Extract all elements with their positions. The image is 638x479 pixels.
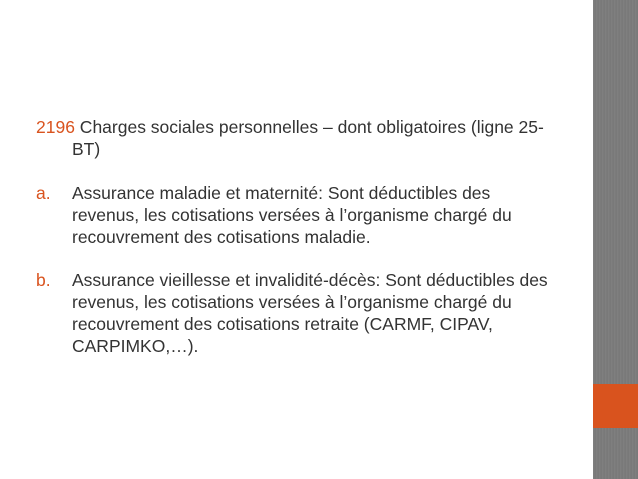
list-marker-a: a. [36, 183, 51, 203]
paragraph-2196 [36, 116, 556, 160]
side-accent-block [593, 384, 638, 428]
paragraph-b [36, 269, 556, 357]
paragraph-text: Charges sociales personnelles – dont obligatoires (ligne 25-BT) [72, 117, 544, 159]
paragraph-text: Assurance vieillesse et invalidité-décès: Sont déductibles des revenus, les cotisations versées à l’organisme chargé du recouvrement des cotisations retraite (CARMF, CIPAV, CARPIMKO,…). [72, 270, 548, 356]
paragraph-text: Assurance maladie et maternité: Sont déductibles des revenus, les cotisations versées à l’organisme chargé du recouvrement des cotisations maladie. [72, 183, 512, 247]
paragraph-a [36, 182, 556, 248]
list-marker-b: b. [36, 270, 51, 290]
line-number-marker: 2196 [36, 117, 75, 137]
slide-body [36, 116, 556, 357]
